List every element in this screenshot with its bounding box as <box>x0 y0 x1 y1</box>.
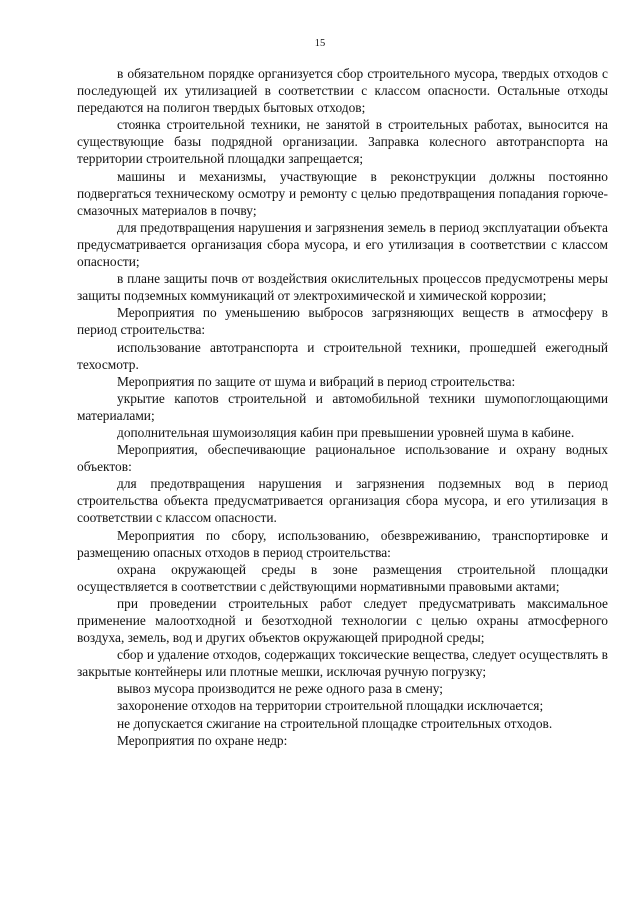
paragraph-hazardous-waste-heading: Мероприятия по сбору, использованию, обезвреживанию, транспортировке и размещению опасных отходов в период строительства: <box>77 527 608 560</box>
paragraph-air-measures-heading: Мероприятия по уменьшению выбросов загрязняющих веществ в атмосферу в период строительства: <box>77 305 608 338</box>
page-number: 15 <box>314 38 326 49</box>
paragraph-water-measures-heading: Мероприятия, обеспечивающие рациональное использование и охрану водных объектов: <box>77 442 608 475</box>
paragraph-waste-collection: в обязательном порядке организуется сбор строительного мусора, твердых отходов с последующей их утилизацией в соответствии с классом опасности. Остальные отходы передаются на полигон твердых бытовых отходов; <box>77 66 608 116</box>
paragraph-noise-measures-heading: Мероприятия по защите от шума и вибраций в период строительства: <box>117 373 516 389</box>
document-body <box>77 65 608 749</box>
paragraph-subsoil-measures-heading: Мероприятия по охране недр: <box>117 732 288 748</box>
paragraph-environmental-protection: охрана окружающей среды в зоне размещения строительной площадки осуществляется в соответствии с действующими нормативными правовыми актами; <box>77 561 608 594</box>
paragraph-land-protection: для предотвращения нарушения и загрязнения земель в период эксплуатации объекта предусматривается организация сбора мусора, и его утилизация в соответствии с классом опасности; <box>77 219 608 270</box>
paragraph-groundwater-protection: для предотвращения нарушения и загрязнения подземных вод в период строительства объекта предусматривается организация сбора мусора, и его утилизация в соответствии с классом опасности. <box>77 476 608 526</box>
paragraph-cabin-insulation: дополнительная шумоизоляция кабин при превышении уровней шума в кабине. <box>117 424 575 440</box>
paragraph-soil-protection: в плане защиты почв от воздействия окислительных процессов предусмотрены меры защиты подземных коммуникаций от электрохимической и химической коррозии; <box>77 271 608 304</box>
paragraph-vehicle-inspection: использование автотранспорта и строительной техники, прошедшей ежегодный техосмотр. <box>77 339 608 372</box>
paragraph-low-waste-technology: при проведении строительных работ следует предусматривать максимальное применение малоотходной и безотходной технологии с целью охраны атмосферного воздуха, земель, вод и других объектов окружающей природной среды; <box>77 595 608 646</box>
paragraph-machinery-inspection: машины и механизмы, участвующие в реконструкции должны постоянно подвергаться техническому осмотру и ремонту с целью предотвращения попадания горюче-смазочных материалов в почву; <box>77 168 608 218</box>
paragraph-toxic-waste-removal: сбор и удаление отходов, содержащих токсические вещества, следует осуществлять в закрытые контейнеры или плотные мешки, исключая ручную погрузку; <box>77 647 608 680</box>
paragraph-equipment-parking: стоянка строительной техники, не занятой в строительных работах, выносится на существующие базы подрядной организации. Заправка колесного автотранспорта на территории строительной площадки запрещается; <box>77 117 608 167</box>
paragraph-burial-prohibition: захоронение отходов на территории строительной площадки исключается; <box>117 698 544 714</box>
paragraph-hood-insulation: укрытие капотов строительной и автомобильной техники шумопоглощающими материалами; <box>77 390 608 423</box>
paragraph-burning-prohibition: не допускается сжигание на строительной площадке строительных отходов. <box>117 715 553 731</box>
paragraph-waste-removal-frequency: вывоз мусора производится не реже одного раза в смену; <box>117 681 443 697</box>
